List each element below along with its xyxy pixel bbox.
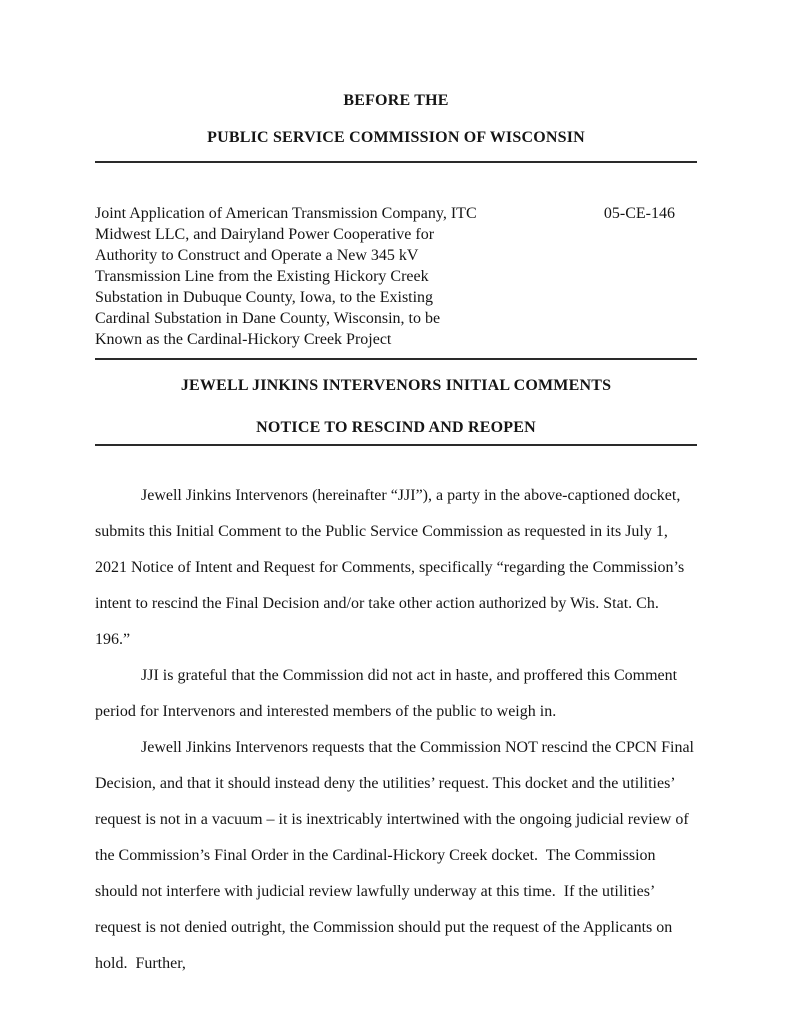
horizontal-rule-middle — [95, 358, 697, 360]
document-body — [95, 478, 697, 982]
caption-line: Cardinal Substation in Dane County, Wisconsin, to be — [95, 310, 441, 327]
horizontal-rule-bottom — [95, 444, 697, 446]
caption-line: Transmission Line from the Existing Hickory Creek — [95, 268, 429, 285]
document-title — [95, 378, 697, 436]
document-title-line1: JEWELL JINKINS INTERVENORS INITIAL COMMENTS — [180, 377, 612, 394]
court-header-line1: BEFORE THE — [343, 92, 449, 109]
body-paragraph-2: JJI is grateful that the Commission did not act in haste, and proffered this Comment period for Intervenors and interested members of the public to weigh in. — [95, 667, 682, 720]
docket-number: 05-CE-146 — [603, 205, 675, 222]
caption-line: Midwest LLC, and Dairyland Power Cooperative for — [95, 226, 435, 243]
caption-line: Joint Application of American Transmission Company, ITC — [95, 205, 477, 222]
case-caption — [95, 203, 697, 350]
caption-line: Substation in Dubuque County, Iowa, to the Existing — [95, 289, 434, 306]
body-paragraph-3: Jewell Jinkins Intervenors requests that the Commission NOT rescind the CPCN Final Decision, and that it should instead deny the utilities’ request. This docket and the utilities’ request is not in a vacuum – it is inextricably intertwined with the ongoing judicial review of the Commission’s Final Order in the Cardinal-Hickory Creek docket. The Commission should not interfere with judicial review lawfully underway at this time. If the utilities’ request is not denied outright, the Commission should put the request of the Applicants on hold. Further, — [95, 739, 698, 972]
body-paragraph-1: Jewell Jinkins Intervenors (hereinafter “JJI”), a party in the above-captioned docket, submits this Initial Comment to the Public Service Commission as requested in its July 1, 2021 Notice of Intent and Request for Comments, specifically “regarding the Commission’s intent to rescind the Final Decision and/or take other action authorized by Wis. Stat. Ch. 196.” — [95, 487, 689, 648]
court-header — [95, 93, 697, 146]
application-caption — [95, 203, 477, 350]
document-title-line2: NOTICE TO RESCIND AND REOPEN — [256, 419, 536, 436]
caption-line: Authority to Construct and Operate a New 345 kV — [95, 247, 419, 264]
court-header-line2: PUBLIC SERVICE COMMISSION OF WISCONSIN — [207, 129, 585, 146]
horizontal-rule-top — [95, 161, 697, 163]
caption-line: Known as the Cardinal-Hickory Creek Project — [95, 331, 392, 348]
